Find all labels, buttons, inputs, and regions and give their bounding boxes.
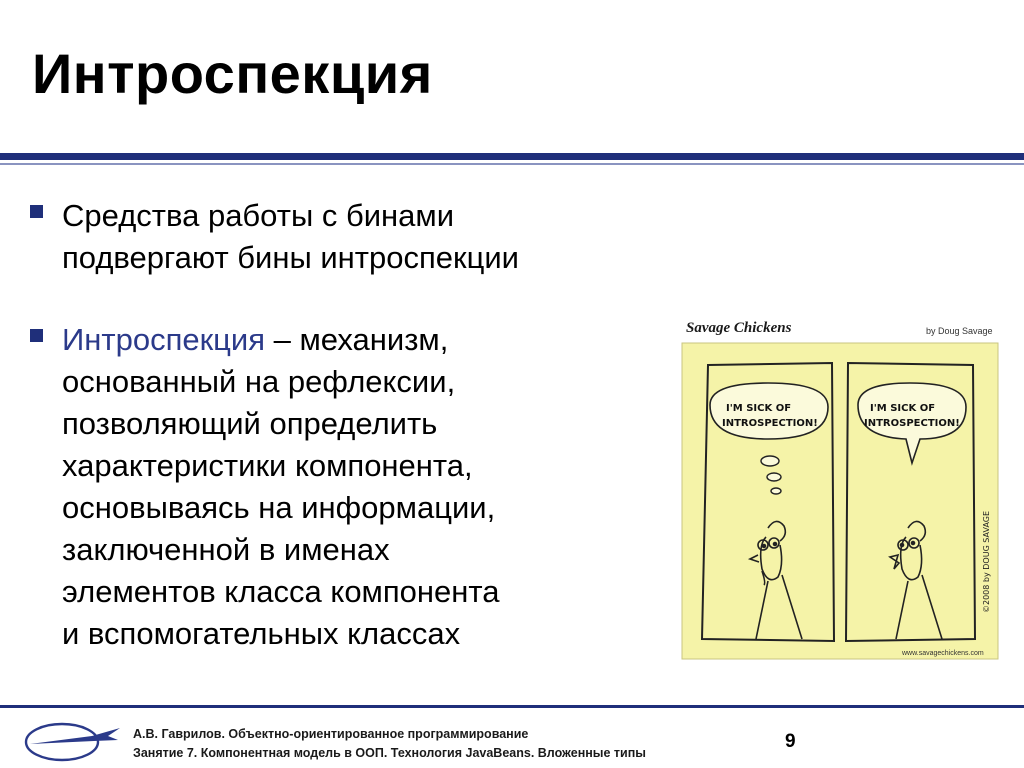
- comic-author: by Doug Savage: [926, 326, 993, 336]
- bullet-line: основанный на рефлексии,: [62, 364, 456, 399]
- comic-website: www.savagechickens.com: [902, 650, 984, 657]
- bullet-line: и вспомогательных классах: [62, 616, 461, 651]
- bullet-item: [30, 195, 650, 279]
- bullet-line: [62, 319, 650, 361]
- bubble-text-line1: I'M SICK OF: [870, 403, 936, 414]
- square-bullet-icon: [30, 329, 43, 342]
- bullet-line: заключенной в именах: [62, 532, 390, 567]
- bullet-line: характеристики компонента,: [62, 448, 473, 483]
- comic-copyright: ©2008 by DOUG SAVAGE: [982, 510, 991, 613]
- title-divider-thin: [0, 163, 1024, 165]
- bubble-text-line2: INTROSPECTION!: [864, 418, 960, 429]
- bullet-line: позволяющий определить: [62, 406, 438, 441]
- bubble-text-line2: INTROSPECTION!: [722, 418, 818, 429]
- bullet-line: Средства работы с бинами: [62, 198, 455, 233]
- bullet-line: основываясь на информации,: [62, 490, 496, 525]
- bullet-line: элементов класса компонента: [62, 574, 500, 609]
- footer-divider: [0, 705, 1024, 708]
- bullet-line: подвергают бины интроспекции: [62, 240, 519, 275]
- bubble-text-line1: I'M SICK OF: [726, 403, 792, 414]
- comic-strip-title: Savage Chickens: [686, 320, 792, 336]
- page-number: 9: [785, 731, 796, 752]
- footer-lesson: Занятие 7. Компонентная модель в ООП. Технология JavaBeans. Вложенные типы: [133, 746, 646, 760]
- bullet-line-rest: – механизм,: [265, 322, 449, 357]
- comic-strip-image: [680, 313, 1000, 663]
- footer-text: [133, 725, 646, 763]
- title-divider: [0, 153, 1024, 160]
- term-highlight: Интроспекция: [62, 322, 266, 357]
- footer-author-course: А.В. Гаврилов. Объектно-ориентированное программирование: [133, 727, 529, 741]
- square-bullet-icon: [30, 205, 43, 218]
- university-logo-icon: [22, 714, 122, 766]
- slide-title: Интроспекция: [32, 42, 433, 105]
- bullet-item: [30, 319, 650, 655]
- bullet-list: [30, 195, 650, 655]
